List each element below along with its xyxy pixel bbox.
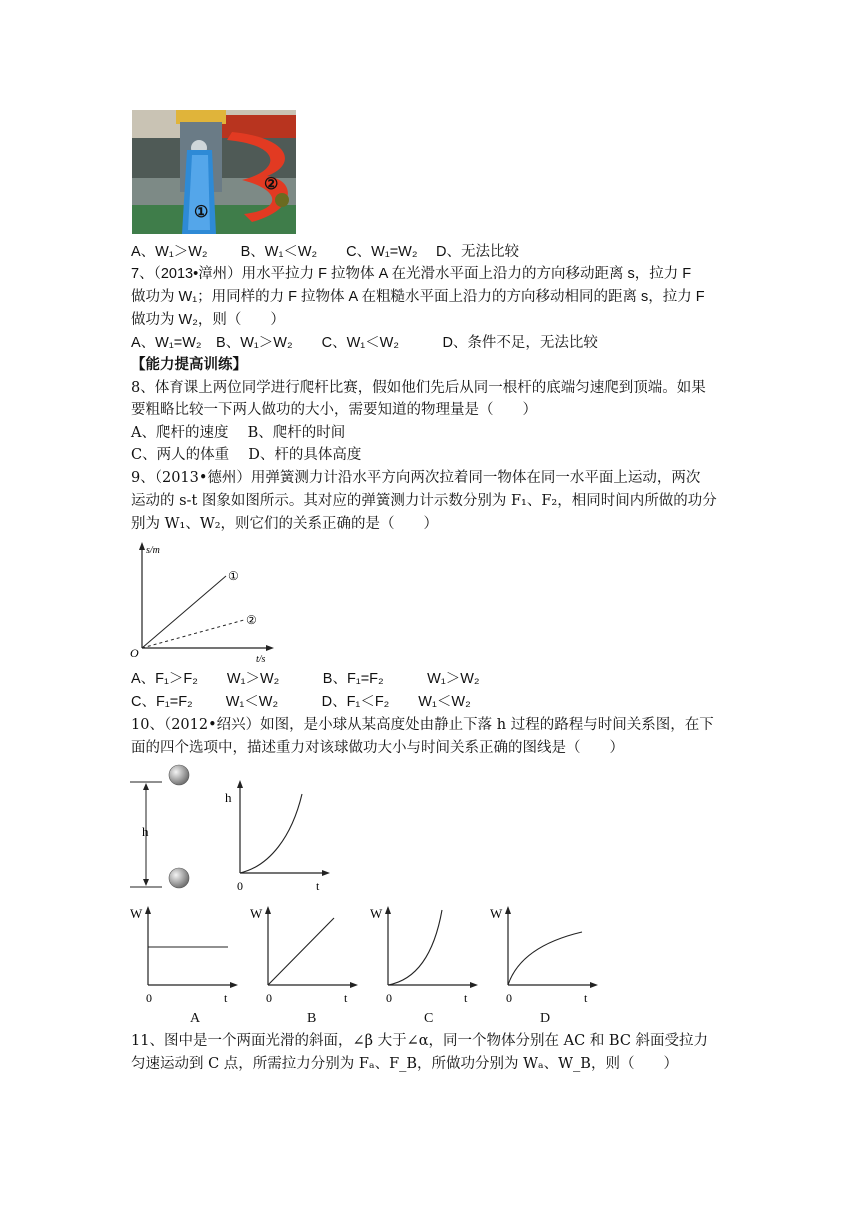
q9-st-graph xyxy=(128,540,278,664)
w-graph-label-c: C xyxy=(424,1011,434,1026)
q8-line1: 8、体育课上两位同学进行爬杆比赛，假如他们先后从同一根杆的底端匀速爬到顶端。如果 xyxy=(131,380,706,396)
w-xlabel-a: t xyxy=(224,991,228,1005)
q9-options-cd: C、F₁=F₂ W₁＜W₂ D、F₁＜F₂ W₁＜W₂ xyxy=(131,694,471,710)
q9-line2-label: ② xyxy=(246,613,257,627)
q9-xlabel: t/s xyxy=(256,654,266,664)
w-xlabel-c: t xyxy=(464,991,468,1005)
w-curve-d xyxy=(508,932,582,985)
q9-x-arrow xyxy=(266,645,274,651)
q7-options: A、W₁=W₂ B、W₁＞W₂ C、W₁＜W₂ D、条件不足，无法比较 xyxy=(131,335,598,351)
q9-line-1 xyxy=(142,576,226,648)
w-origin-a: 0 xyxy=(146,991,152,1005)
q10-ht-graph xyxy=(220,776,340,896)
q9-ylabel: s/m xyxy=(146,545,160,556)
w-curve-c xyxy=(388,910,442,985)
ht-origin: 0 xyxy=(237,879,243,893)
w-xlabel-d: t xyxy=(584,991,588,1005)
height-label: h xyxy=(142,824,149,839)
w-graph-b xyxy=(248,900,368,1008)
q9-line1-label: ① xyxy=(228,569,239,583)
q8-option-cd: C、两人的体重 D、杆的具体高度 xyxy=(131,447,362,463)
w-graph-label-b: B xyxy=(307,1011,317,1026)
w-origin-b: 0 xyxy=(266,991,272,1005)
w-line-b xyxy=(268,918,334,985)
slide-2-label: ② xyxy=(264,174,279,193)
w-ylabel-a: W xyxy=(130,906,143,921)
q10-falling-ball-diagram xyxy=(126,760,226,894)
q8-line2: 要粗略比较一下两人做功的大小，需要知道的物理量是（ ） xyxy=(131,402,537,418)
q9-line2: 运动的 s-t 图象如图所示。其对应的弹簧测力计示数分别为 F₁、F₂，相同时间内所做的功分 xyxy=(131,493,717,509)
section-title: 【能力提高训练】 xyxy=(131,356,247,373)
q8-option-ab: A、爬杆的速度 B、爬杆的时间 xyxy=(131,425,346,441)
w-origin-d: 0 xyxy=(506,991,512,1005)
q10-line1: 10、（2012•绍兴）如图，是小球从某高度处由静止下落 h 过程的路程与时间关系图，在下 xyxy=(131,717,714,733)
w-graph-c xyxy=(368,900,488,1008)
q9-origin: O xyxy=(130,646,139,660)
q9-y-arrow xyxy=(139,542,145,550)
w-ylabel-c: W xyxy=(370,906,383,921)
q9-line1: 9、（2013•德州）用弹簧测力计沿水平方向两次拉着同一物体在同一水平面上运动，两次 xyxy=(131,470,701,486)
q6-options: A、W₁＞W₂ B、W₁＜W₂ C、W₁=W₂ D、无法比较 xyxy=(131,244,519,260)
slide-1-label: ① xyxy=(194,202,209,221)
ball-top xyxy=(169,765,189,785)
w-graph-label-d: D xyxy=(540,1011,551,1026)
w-graph-d xyxy=(488,900,608,1008)
slide-photo xyxy=(132,110,296,234)
ht-ylabel: h xyxy=(225,790,232,805)
w-ylabel-d: W xyxy=(490,906,503,921)
w-graph-a xyxy=(128,900,248,1008)
q7-line3: 做功为 W₂，则（ ） xyxy=(131,312,285,328)
q11-line2: 匀速运动到 C 点，所需拉力分别为 Fₐ、F_B，所做功分别为 Wₐ、W_B，则（ ） xyxy=(131,1056,678,1072)
q9-options-ab: A、F₁＞F₂ W₁＞W₂ B、F₁=F₂ W₁＞W₂ xyxy=(131,671,480,687)
q11-line1: 11、图中是一个两面光滑的斜面，∠β 大于∠α，同一个物体分别在 AC 和 BC 斜面受拉力 xyxy=(131,1033,709,1049)
q7-line1: 7、（2013•漳州）用水平拉力 F 拉物体 A 在光滑水平面上沿力的方向移动距离 s，拉力 F xyxy=(131,266,692,282)
w-graph-label-a: A xyxy=(190,1011,201,1026)
q7-line2: 做功为 W₁；用同样的力 F 拉物体 A 在粗糙水平面上沿力的方向移动相同的距离 s，拉力 F xyxy=(131,289,705,305)
ball-bottom xyxy=(169,868,189,888)
q10-line2: 面的四个选项中，描述重力对该球做功大小与时间关系正确的图线是（ ） xyxy=(131,740,624,756)
q9-line3: 别为 W₁、W₂，则它们的关系正确的是（ ） xyxy=(131,516,439,532)
w-origin-c: 0 xyxy=(386,991,392,1005)
w-xlabel-b: t xyxy=(344,991,348,1005)
ht-curve xyxy=(240,794,302,873)
q9-line-2 xyxy=(142,620,244,648)
w-ylabel-b: W xyxy=(250,906,263,921)
ht-xlabel: t xyxy=(316,879,320,893)
